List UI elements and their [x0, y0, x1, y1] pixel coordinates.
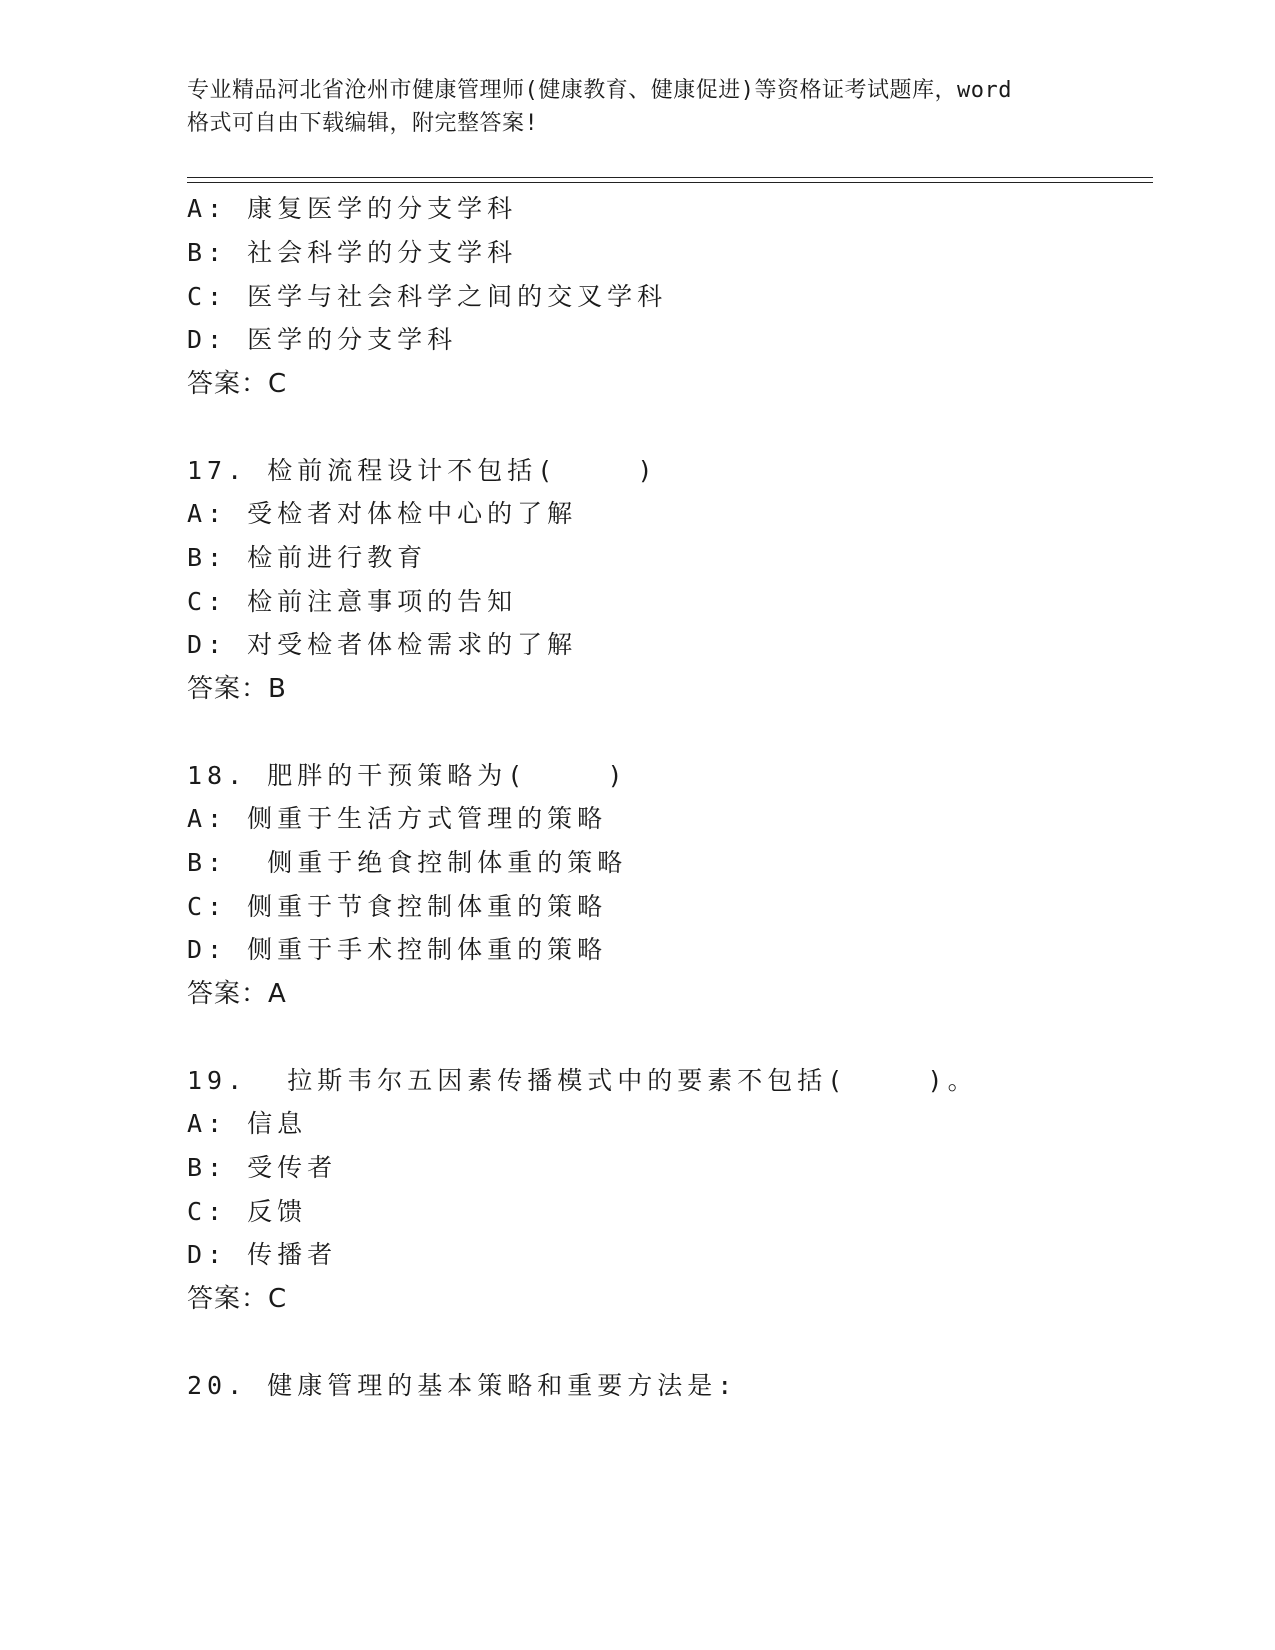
- q17-option-c: C: 检前注意事项的告知: [187, 587, 518, 616]
- q16-option-d: D: 医学的分支学科: [187, 325, 458, 354]
- q17-answer: 答案：B: [187, 674, 287, 704]
- q17-option-d: D: 对受检者体检需求的了解: [187, 630, 578, 659]
- q18-option-d: D: 侧重于手术控制体重的策略: [187, 935, 608, 964]
- q16-option-b: B: 社会科学的分支学科: [187, 238, 518, 267]
- header-line-1: 专业精品河北省沧州市健康管理师(健康教育、健康促进)等资格证考试题库，word: [187, 78, 1012, 103]
- header-divider-bottom: [187, 182, 1153, 183]
- q19-option-d: D: 传播者: [187, 1240, 338, 1269]
- q19-stem: 19. 拉斯韦尔五因素传播模式中的要素不包括( )。: [187, 1066, 978, 1095]
- header-line-2: 格式可自由下载编辑，附完整答案!: [187, 111, 539, 136]
- document-header: [187, 74, 1087, 140]
- q19-option-c: C: 反馈: [187, 1197, 308, 1226]
- q19-option-a: A: 信息: [187, 1109, 308, 1138]
- header-divider-top: [187, 177, 1153, 178]
- q17-option-b: B: 检前进行教育: [187, 543, 428, 572]
- q18-option-a: A: 侧重于生活方式管理的策略: [187, 804, 608, 833]
- q18-answer: 答案：A: [187, 979, 287, 1009]
- q18-stem: 18. 肥胖的干预策略为( ): [187, 761, 628, 790]
- q19-option-b: B: 受传者: [187, 1153, 338, 1182]
- q16-option-c: C: 医学与社会科学之间的交叉学科: [187, 282, 668, 311]
- q19-answer: 答案：C: [187, 1284, 288, 1314]
- q18-option-b: B: 侧重于绝食控制体重的策略: [187, 848, 628, 877]
- q20-stem: 20. 健康管理的基本策略和重要方法是:: [187, 1371, 738, 1400]
- q18-option-c: C: 侧重于节食控制体重的策略: [187, 892, 608, 921]
- q17-option-a: A: 受检者对体检中心的了解: [187, 499, 578, 528]
- q17-stem: 17. 检前流程设计不包括( ): [187, 456, 658, 485]
- q16-answer: 答案：C: [187, 369, 288, 399]
- q16-option-a: A: 康复医学的分支学科: [187, 194, 518, 223]
